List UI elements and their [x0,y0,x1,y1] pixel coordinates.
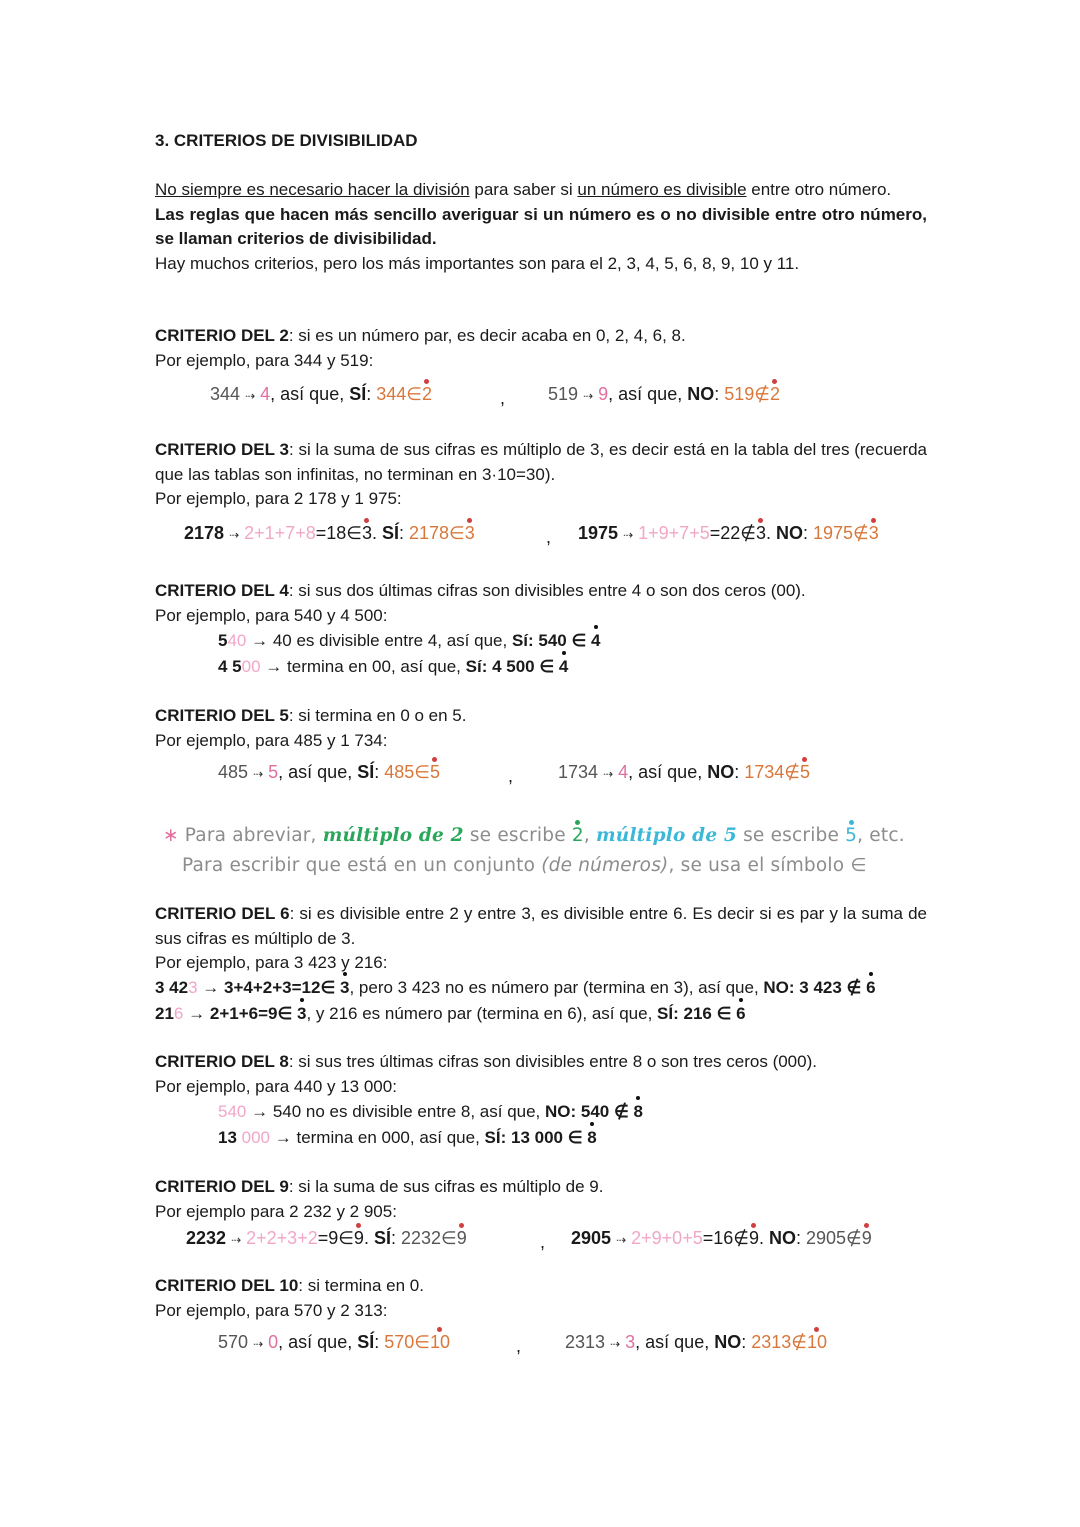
notation-note-line-2: Para escribir que está en un conjunto (de números), se usa el símbolo ∈ [182,855,867,876]
criterion-5-example: Por ejemplo, para 485 y 1 734: [155,730,388,750]
criterion-9-example-a: 2232 ⇢ 2+2+3+2=9∈9. SÍ: 2232∈9 [186,1228,467,1248]
criterion-3-comma: , [546,527,552,547]
criterion-9-comma: , [540,1232,546,1252]
criterion-6 [155,902,927,976]
intro-underline-2: un número es divisible [577,180,747,199]
criterion-3-example-a: 2178 ⇢ 2+1+7+8=18∈3. SÍ: 2178∈3 [184,523,475,543]
criterion-9-example: Por ejemplo para 2 232 y 2 905: [155,1201,397,1221]
intro-line-3: Hay muchos criterios, pero los más importantes son para el 2, 3, 4, 5, 6, 8, 9, 10 y 11. [155,253,800,273]
section-title: 3. CRITERIOS DE DIVISIBILIDAD [155,131,418,150]
criterion-9-text: : si la suma de sus cifras es múltiplo de 9. [288,1177,604,1196]
criterion-10-example-b: 2313 ⇢ 3, así que, NO: 2313∉10 [565,1332,827,1352]
criterion-3-heading: CRITERIO DEL 3 [155,440,289,459]
criterion-2-comma: , [500,388,506,408]
criterion-4 [155,579,927,628]
notation-note-line-1: ∗ Para abreviar, múltiplo de 2 se escribe 2, múltiplo de 5 se escribe 5, etc. [163,825,905,846]
criterion-3-example-b: 1975 ⇢ 1+9+7+5=22∉3. NO: 1975∉3 [578,523,879,543]
criterion-3-text: : si la suma de sus cifras es múltiplo de 3, es decir está en la tabla del tres (recuerda que las tablas son infinitas, no terminan en 3·10=30). [155,440,927,484]
criterion-5-example-a: 485 ⇢ 5, así que, SÍ: 485∈5 [218,762,440,782]
criterion-5-text: : si termina en 0 o en 5. [288,706,467,725]
criterion-4-heading: CRITERIO DEL 4 [155,581,289,600]
criterion-8 [155,1050,927,1099]
criterion-3-example: Por ejemplo, para 2 178 y 1 975: [155,489,402,508]
criterion-5 [155,704,927,753]
criterion-5-example-b: 1734 ⇢ 4, así que, NO: 1734∉5 [558,762,810,782]
criterion-2-text: : si es un número par, es decir acaba en 0, 2, 4, 6, 8. [288,326,686,345]
criterion-6-line-2: 216 → 2+1+6=9∈ 3, y 216 es número par (termina en 6), así que, SÍ: 216 ∈ 6 [155,1001,746,1027]
criterion-8-line-1: 540 → 540 no es divisible entre 8, así que, NO: 540 ∉ 8 [218,1099,643,1125]
criterion-10 [155,1274,927,1323]
criterion-6-heading: CRITERIO DEL 6 [155,904,290,923]
criterion-3 [155,438,927,512]
criterion-9-heading: CRITERIO DEL 9 [155,1177,289,1196]
criterion-2-example-b: 519 ⇢ 9, así que, NO: 519∉2 [548,384,780,404]
criterion-2-example-a: 344 ⇢ 4, así que, SÍ: 344∈2 [210,384,432,404]
criterion-10-text: : si termina en 0. [298,1276,424,1295]
criterion-10-heading: CRITERIO DEL 10 [155,1276,299,1295]
criterion-4-line-2: 4 500 → termina en 00, así que, Sí: 4 500 ∈ 4 [218,654,568,680]
intro-underline-1: No siempre es necesario hacer la división [155,180,470,199]
criterion-6-text: : si es divisible entre 2 y entre 3, es divisible entre 6. Es decir si es par y la suma de sus cifras es múltiplo de 3. [155,904,927,948]
criterion-8-line-2: 13 000 → termina en 000, así que, SÍ: 13 000 ∈ 8 [218,1125,597,1151]
criterion-8-example: Por ejemplo, para 440 y 13 000: [155,1076,397,1096]
criterion-9-example-b: 2905 ⇢ 2+9+0+5=16∉9. NO: 2905∉9 [571,1228,872,1248]
criterion-6-line-1: 3 423 → 3+4+2+3=12∈ 3, pero 3 423 no es número par (termina en 3), así que, NO: 3 423 ∉ 6 [155,975,876,1001]
criterion-2-heading: CRITERIO DEL 2 [155,326,289,345]
criterion-8-heading: CRITERIO DEL 8 [155,1052,289,1071]
criterion-10-comma: , [516,1336,522,1356]
intro-bold-end: . [431,229,437,248]
criterion-9 [155,1175,927,1224]
criterion-2 [155,324,927,373]
criterion-4-example: Por ejemplo, para 540 y 4 500: [155,605,388,625]
criterion-8-text: : si sus tres últimas cifras son divisibles entre 8 o son tres ceros (000). [288,1052,817,1071]
criterion-5-comma: , [508,766,514,786]
criterion-4-text: : si sus dos últimas cifras son divisibles entre 4 o son dos ceros (00). [288,581,806,600]
criterion-10-example-a: 570 ⇢ 0, así que, SÍ: 570∈10 [218,1332,450,1352]
criterion-6-example: Por ejemplo, para 3 423 y 216: [155,953,388,972]
criterion-4-line-1: 540 → 40 es divisible entre 4, así que, Sí: 540 ∈ 4 [218,628,600,654]
criterion-5-heading: CRITERIO DEL 5 [155,706,289,725]
criterion-2-example: Por ejemplo, para 344 y 519: [155,350,374,370]
intro-text-1: para saber si [469,180,578,199]
intro-bold: Las reglas que hacen más sencillo averiguar si un número es o no divisible entre otro número, se llaman criterios de divisibilidad [155,204,927,248]
intro-text-2: entre otro número. [746,180,892,199]
criterion-10-example: Por ejemplo, para 570 y 2 313: [155,1300,388,1320]
intro-paragraph [155,178,927,276]
